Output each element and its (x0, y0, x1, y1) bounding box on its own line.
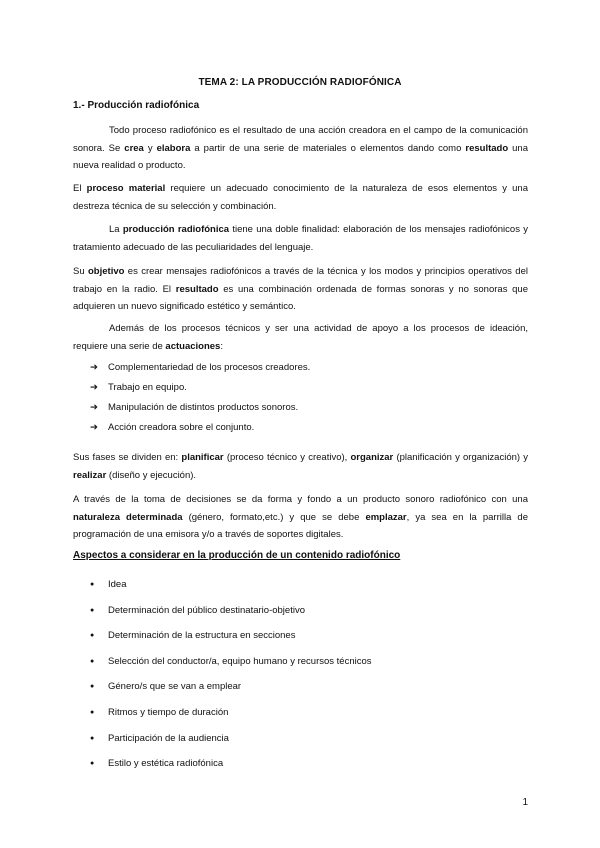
list-item: ● Idea (90, 579, 127, 590)
actuaciones-list (90, 358, 310, 438)
list-item: ● Ritmos y tiempo de duración (90, 706, 229, 718)
bullet-icon: ● (90, 632, 95, 640)
list-item: ➔ Manipulación de distintos productos sonoros. (90, 398, 310, 418)
list-item: ● Estilo y estética radiofónica (90, 758, 224, 770)
paragraph-6: Sus fases se dividen en: planificar (proceso técnico y creativo), organizar (planificación y organización) y realizar (diseño y ejecución). (73, 452, 528, 481)
bullet-icon: ● (90, 760, 95, 768)
list-item: ➔ Complementariedad de los procesos creadores. (90, 358, 310, 378)
list-item: ● Participación de la audiencia (90, 732, 229, 744)
bullet-icon: ● (90, 657, 95, 665)
list-item: ● Determinación de la estructura en secciones (90, 630, 296, 642)
page-number: 1 (522, 797, 528, 808)
paragraph-1: Todo proceso radiofónico es el resultado de una acción creadora en el campo de la comunicación sonora. Se crea y elabora a partir de una serie de materiales o elementos dando como resultado una nueva realidad o producto. (73, 125, 528, 171)
paragraph-7: A través de la toma de decisiones se da forma y fondo a un producto sonoro radiofónico con una naturaleza determinada (género, formato,etc.) y que se debe emplazar, ya sea en la parrilla de programación de una emisora y/o a través de soportes digitales. (73, 494, 528, 540)
aspects-list (90, 578, 372, 783)
list-item: ➔ Trabajo en equipo. (90, 378, 310, 398)
arrow-right-icon: ➔ (90, 382, 98, 393)
list-item: ● Determinación del público destinatario-objetivo (90, 604, 305, 616)
list-item: ➔ Acción creadora sobre el conjunto. (90, 418, 310, 438)
arrow-right-icon: ➔ (90, 422, 98, 433)
bullet-icon: ● (90, 708, 95, 716)
bullet-icon: ● (90, 734, 95, 742)
section-title: 1.- Producción radiofónica (73, 100, 200, 111)
aspects-title: Aspectos a considerar en la producción de un contenido radiofónico (73, 550, 401, 561)
list-item: ● Género/s que se van a emplear (90, 681, 242, 693)
paragraph-3: La producción radiofónica tiene una doble finalidad: elaboración de los mensajes radiofónicos y tratamiento adecuado de las peculiaridades del lenguaje. (73, 224, 528, 253)
document-title: TEMA 2: LA PRODUCCIÓN RADIOFÓNICA (198, 77, 402, 88)
bullet-icon: ● (90, 683, 95, 691)
paragraph-4: Su objetivo es crear mensajes radiofónicos a través de la técnica y los modos y principios operativos del trabajo en la radio. El resultado es una combinación ordenada de formas sonoras y no sonoras que adquieren un nuevo significado estético y semántico. (73, 266, 528, 312)
arrow-right-icon: ➔ (90, 402, 98, 413)
arrow-right-icon: ➔ (90, 362, 98, 373)
paragraph-5: Además de los procesos técnicos y ser una actividad de apoyo a los procesos de ideación, requiere una serie de actuaciones: (73, 323, 528, 352)
bullet-icon: ● (90, 581, 95, 588)
list-item: ● Selección del conductor/a, equipo humano y recursos técnicos (90, 655, 372, 667)
bullet-icon: ● (90, 606, 95, 614)
paragraph-2: El proceso material requiere un adecuado conocimiento de la naturaleza de esos elementos y una destreza técnica de su selección y combinación. (73, 183, 528, 212)
